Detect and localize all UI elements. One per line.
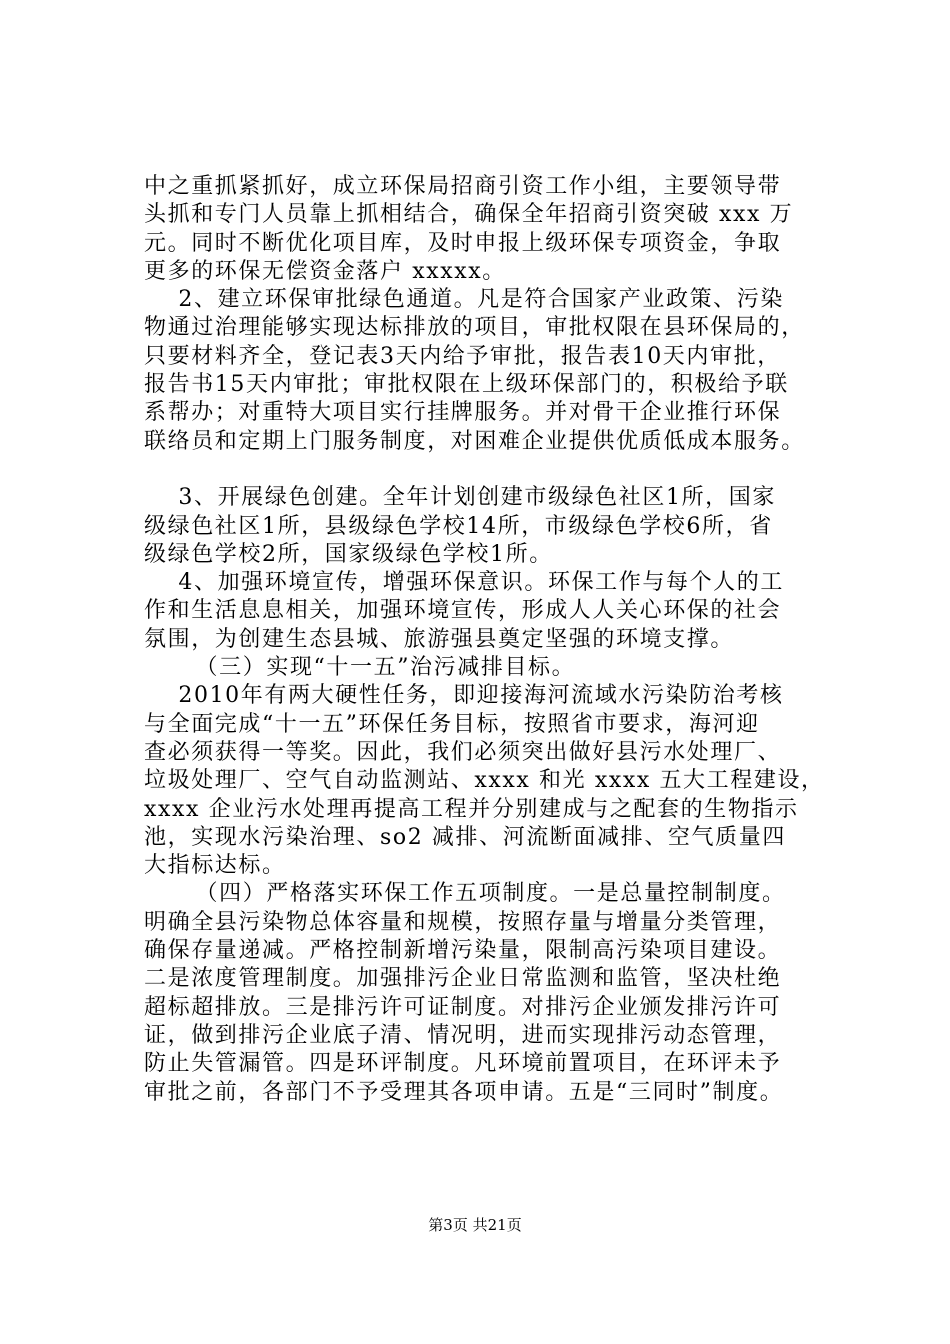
text-line: 垃圾处理厂、空气自动监测站、xxxx 和光 xxxx 五大工程建设， xyxy=(144,768,825,794)
text-line: 只要材料齐全，登记表3天内给予审批，报告表10天内审批， xyxy=(144,343,781,369)
text-line: 3、开展绿色创建。全年计划创建市级绿色社区1所，国家 xyxy=(144,485,776,511)
text-line: xxxx 企业污水处理再提高工程并分别建成与之配套的生物指示 xyxy=(144,796,799,822)
text-line: 池，实现水污染治理、so2 减排、河流断面减排、空气质量四 xyxy=(144,824,786,850)
document-body xyxy=(144,173,844,1107)
text-line: 与全面完成“十一五”环保任务目标，按照省市要求，海河迎 xyxy=(144,711,760,737)
text-line: 联络员和定期上门服务制度，对困难企业提供优质低成本服务。 xyxy=(144,428,805,454)
section-heading xyxy=(144,654,844,682)
text-line: 氛围，为创建生态县城、旅游强县奠定坚强的环境支撑。 xyxy=(144,626,735,652)
text-line: 中之重抓紧抓好，成立环保局招商引资工作小组，主要领导带 xyxy=(144,174,782,199)
text-line: 防止失管漏管。四是环评制度。凡环境前置项目，在环评未予 xyxy=(144,1051,782,1077)
text-line: 审批之前，各部门不予受理其各项申请。五是“三同时”制度。 xyxy=(144,1079,784,1105)
text-line: 2、建立环保审批绿色通道。凡是符合国家产业政策、污染 xyxy=(144,287,784,313)
text-line: 确保存量递减。严格控制新增污染量，限制高污染项目建设。 xyxy=(144,938,782,964)
paragraph xyxy=(144,682,844,880)
paragraph xyxy=(144,880,844,1106)
text-line: 明确全县污染物总体容量和规模，按照存量与增量分类管理， xyxy=(144,909,782,935)
paragraph xyxy=(144,286,844,456)
text-line: 超标超排放。三是排污许可证制度。对排污企业颁发排污许可 xyxy=(144,994,782,1020)
text-line: 查必须获得一等奖。因此，我们必须突出做好县污水处理厂、 xyxy=(144,739,782,765)
text-line: 元。同时不断优化项目库，及时申报上级环保专项资金，争取 xyxy=(144,230,782,256)
text-line: 级绿色社区1所，县级绿色学校14所，市级绿色学校6所，省 xyxy=(144,513,773,539)
text-line: 4、加强环境宣传，增强环保意识。环保工作与每个人的工 xyxy=(144,570,784,596)
paragraph xyxy=(144,173,844,286)
text-line: 头抓和专门人员靠上抓相结合，确保全年招商引资突破 xxx 万 xyxy=(144,202,794,228)
text-line: 二是浓度管理制度。加强排污企业日常监测和监管，坚决杜绝 xyxy=(144,966,782,992)
text-line: （四）严格落实环保工作五项制度。一是总量控制制度。 xyxy=(144,881,786,907)
paragraph-gap xyxy=(144,456,844,484)
paragraph xyxy=(144,484,844,569)
text-line: 级绿色学校2所，国家级绿色学校1所。 xyxy=(144,541,553,567)
text-line: 2010年有两大硬性任务，即迎接海河流域水污染防治考核 xyxy=(144,683,784,709)
text-line: 物通过治理能够实现达标排放的项目，审批权限在县环保局的， xyxy=(144,315,805,341)
text-line: 大指标达标。 xyxy=(144,853,286,879)
text-line: 更多的环保无偿资金落户 xxxxx。 xyxy=(144,258,506,284)
text-line: 报告书15天内审批；审批权限在上级环保部门的，积极给予联 xyxy=(144,372,789,398)
text-line: 证，做到排污企业底子清、情况明，进而实现排污动态管理， xyxy=(144,1022,782,1048)
paragraph xyxy=(144,569,844,654)
text-line: 作和生活息息相关，加强环境宣传，形成人人关心环保的社会 xyxy=(144,598,782,624)
text-line: 系帮办；对重特大项目实行挂牌服务。并对骨干企业推行环保 xyxy=(144,400,782,426)
page-number-footer: 第3页 共21页 xyxy=(428,1216,522,1234)
text-line: （三）实现“十一五”治污减排目标。 xyxy=(144,655,576,681)
